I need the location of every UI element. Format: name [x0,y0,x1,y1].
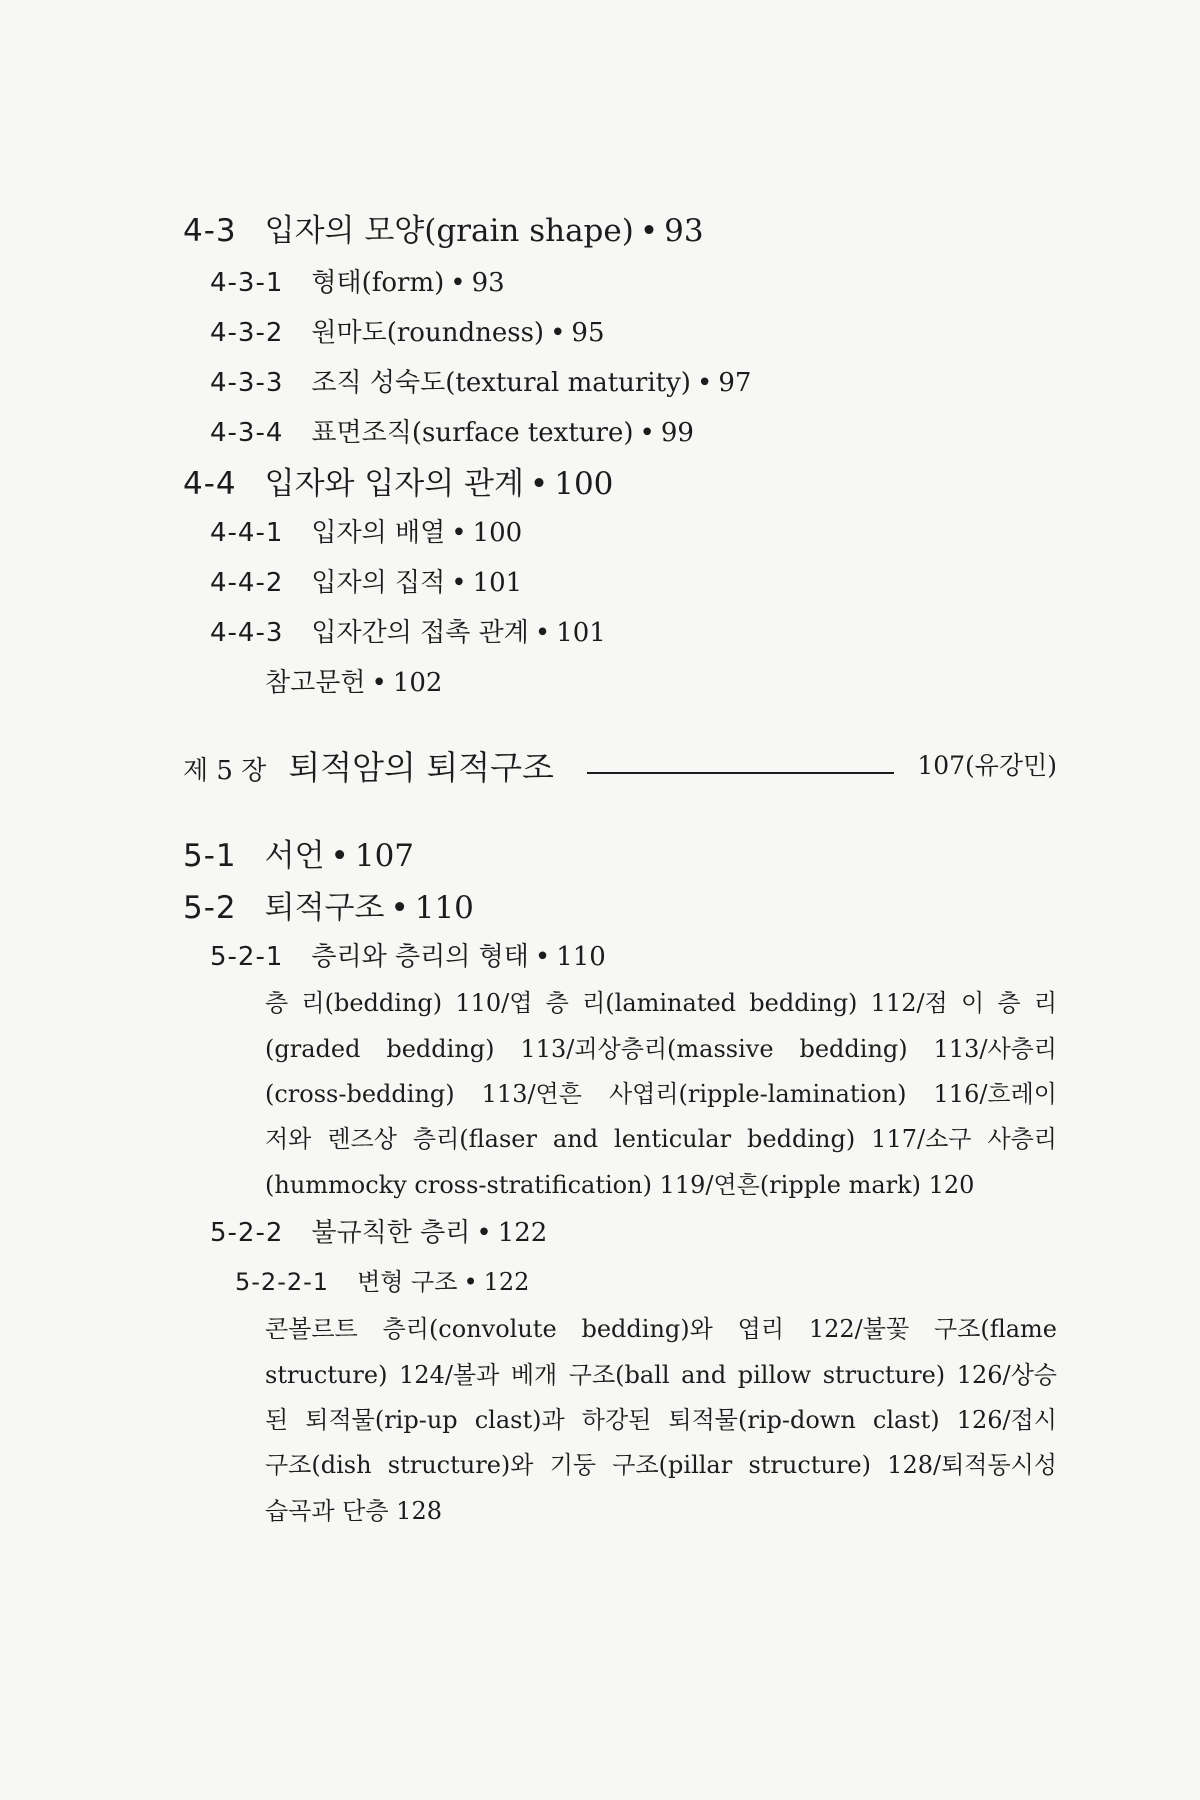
page-number: 101 [556,618,606,648]
toc-entry-4-4[interactable] [183,458,613,503]
separator-dot: • [450,268,466,298]
toc-entry-4-3-4[interactable] [210,412,694,449]
separator-dot: • [639,418,655,448]
page-number: 102 [392,668,443,698]
page-number: 93 [471,268,505,298]
separator-dot: • [451,568,467,598]
section-number: 4-3-1 [210,268,284,298]
page-number: 100 [472,518,523,548]
separator-dot: • [534,942,551,972]
page-number: 101 [472,568,523,598]
section-title: 형태(form) [311,268,445,298]
page-number: 122 [497,1218,548,1248]
toc-body-line: 저와 렌즈상 층리(flaser and lenticular bedding) 117/소구 사층리 [265,1125,1057,1153]
separator-dot: • [529,466,549,502]
separator-dot: • [390,890,409,926]
section-title: 입자와 입자의 관계 [264,466,524,502]
toc-entry-5-2-2-1[interactable] [235,1262,529,1297]
section-number: 4-3-2 [210,318,284,348]
toc-entry-5-2-1[interactable] [210,936,606,973]
section-number: 5-1 [183,838,237,874]
section-number: 4-4-2 [210,568,284,598]
toc-entry-4-3-3[interactable] [210,362,751,399]
section-title: 퇴적구조 [264,890,385,926]
separator-dot: • [463,1268,478,1296]
section-number: 4-4-1 [210,518,284,548]
toc-entry-5-1[interactable] [183,830,414,875]
toc-entry-5-2[interactable] [183,882,474,927]
section-title: 입자의 모양(grain shape) [264,213,634,249]
section-number: 4-4 [183,466,237,502]
section-number: 4-3-3 [210,368,284,398]
section-number: 5-2-2 [210,1218,284,1248]
chapter-title-block [183,742,554,789]
toc-body-line: 콘볼르트 층리(convolute bedding)와 엽리 122/불꽃 구조(flame [265,1315,1057,1343]
chapter-title: 퇴적암의 퇴적구조 [288,748,554,787]
separator-dot: • [534,618,551,648]
toc-body-line: (graded bedding) 113/괴상층리(massive bedding) 113/사층리 [265,1035,1057,1063]
section-title: 층리와 층리의 형태 [311,942,529,972]
separator-dot: • [451,518,467,548]
page-number: 100 [554,466,614,502]
section-title: 입자의 배열 [311,518,446,548]
section-number: 5-2-1 [210,942,284,972]
toc-entry-4-4-2[interactable] [210,562,522,599]
section-number: 4-3-4 [210,418,284,448]
page-number: 99 [660,418,694,448]
section-title: 불규칙한 층리 [311,1218,471,1248]
section-number: 5-2 [183,890,237,926]
toc-body-line: 구조(dish structure)와 기둥 구조(pillar structure) 128/퇴적동시성 [265,1451,1057,1479]
toc-body-line: (hummocky cross-stratification) 119/연흔(ripple mark) 120 [265,1171,975,1199]
section-title: 입자의 집적 [311,568,446,598]
toc-body-line: 층 리(bedding) 110/엽 층 리(laminated bedding) 112/점 이 층 리 [265,989,1057,1017]
chapter-leader-rule [587,772,894,774]
toc-entry-4-4-3[interactable] [210,612,606,649]
chapter-page-author: 107(유강민) [917,751,1057,780]
separator-dot: • [696,368,713,398]
section-number: 4-4-3 [210,618,284,648]
toc-body-line: structure) 124/볼과 베개 구조(ball and pillow structure) 126/상승 [265,1361,1057,1389]
section-title: 원마도(roundness) [311,318,545,348]
toc-body-line: 습곡과 단층 128 [265,1497,442,1525]
section-title: 서언 [264,838,325,874]
separator-dot: • [371,668,387,698]
separator-dot: • [330,838,349,874]
toc-entry-4-3[interactable] [183,205,704,250]
page-number: 110 [556,942,606,972]
toc-entry-references[interactable] [265,662,442,699]
page-number: 93 [664,213,704,249]
separator-dot: • [639,213,659,249]
section-number: 4-3 [183,213,237,249]
toc-body-line: (cross-bedding) 113/연흔 사엽리(ripple-lamination) 116/흐레이 [265,1080,1057,1108]
chapter-label: 제 5 장 [183,756,267,786]
toc-body-line: 된 퇴적물(rip-up clast)과 하강된 퇴적물(rip-down clast) 126/접시 [265,1406,1057,1434]
chapter-heading[interactable] [183,742,1057,802]
page-number: 122 [483,1268,530,1296]
toc-entry-4-4-1[interactable] [210,512,522,549]
separator-dot: • [550,318,566,348]
page-number: 107 [354,838,415,874]
section-title: 참고문헌 [265,668,366,698]
section-title: 변형 구조 [357,1268,458,1296]
section-title: 입자간의 접촉 관계 [311,618,529,648]
toc-entry-4-3-1[interactable] [210,262,505,299]
page-number: 97 [718,368,752,398]
page-number: 95 [571,318,605,348]
toc-entry-4-3-2[interactable] [210,312,605,349]
section-title: 표면조직(surface texture) [311,418,634,448]
section-number: 5-2-2-1 [235,1268,330,1296]
section-title: 조직 성숙도(textural maturity) [311,368,691,398]
toc-entry-5-2-2[interactable] [210,1212,547,1249]
separator-dot: • [476,1218,492,1248]
page-number: 110 [414,890,474,926]
